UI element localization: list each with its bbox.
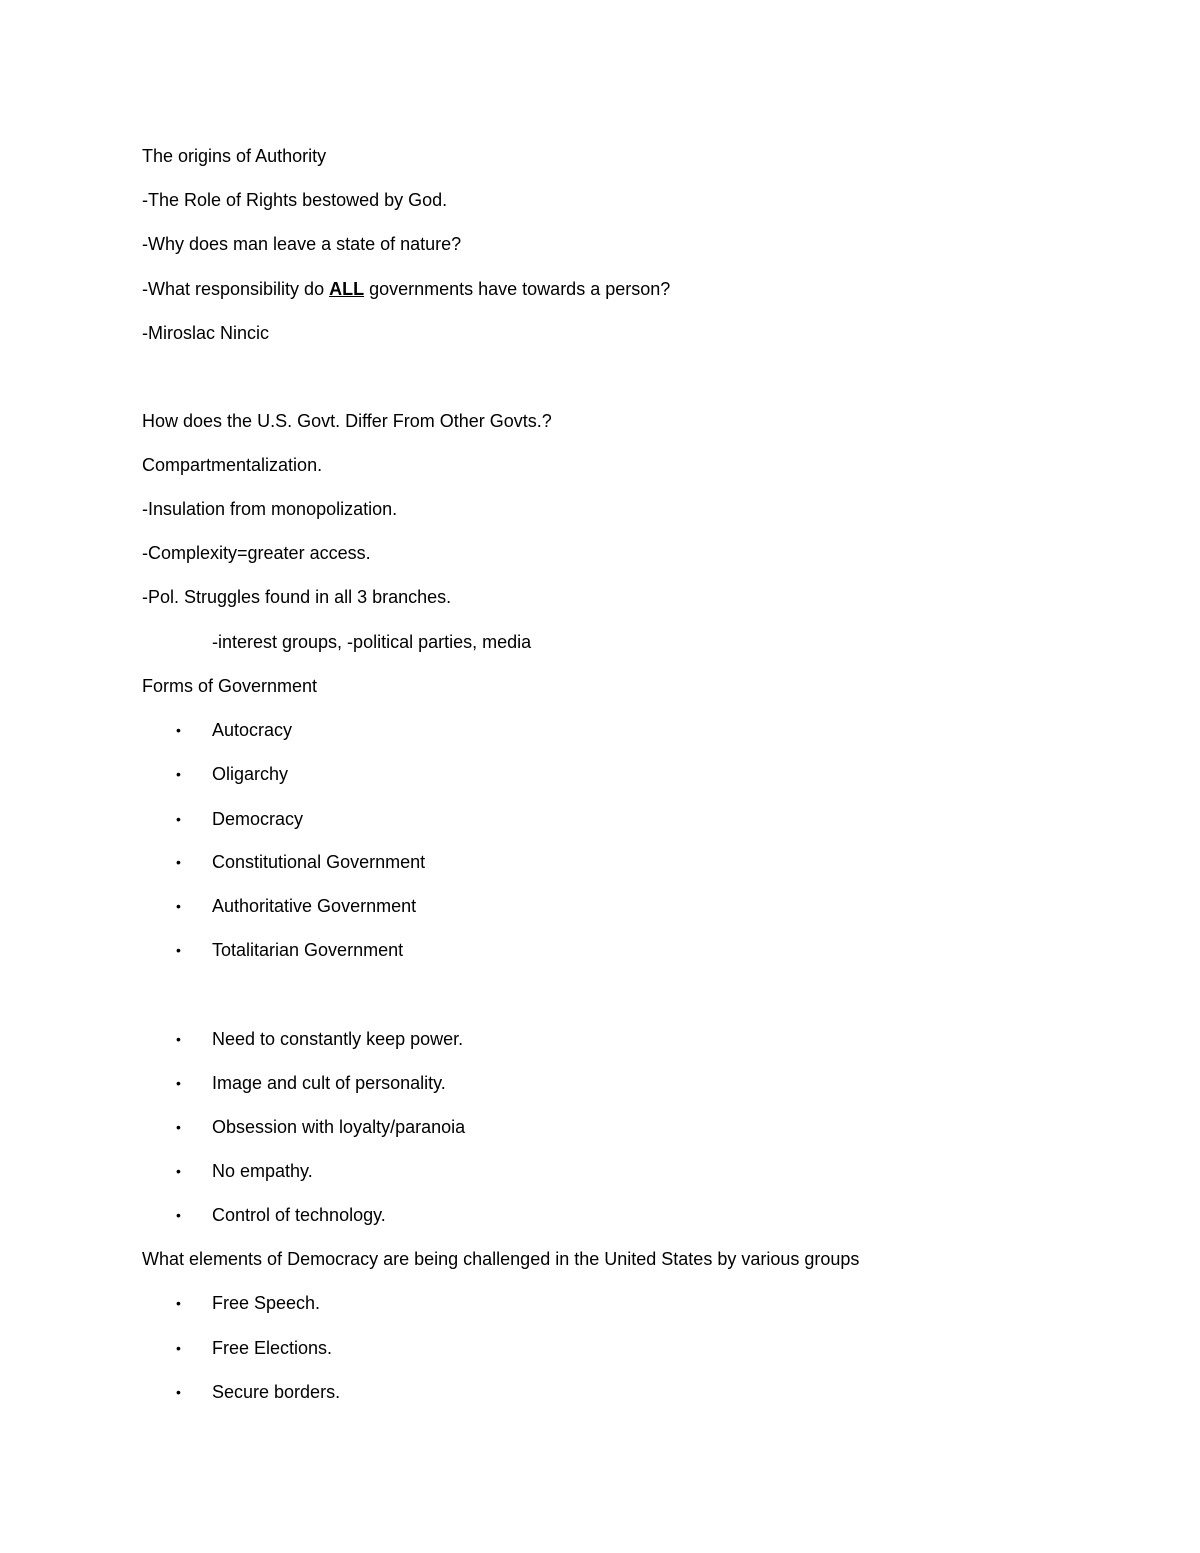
list-item: Control of technology. xyxy=(212,1205,386,1225)
heading-us-govt-differ: How does the U.S. Govt. Differ From Other Govts.? xyxy=(142,411,552,431)
bullet-icon: • xyxy=(176,1163,181,1179)
text-line: -Miroslac Nincic xyxy=(142,323,270,343)
list-item: Authoritative Government xyxy=(212,896,417,916)
bullet-icon: • xyxy=(176,1295,181,1311)
bullet-icon: • xyxy=(176,1119,181,1135)
text-line: -Insulation from monopolization. xyxy=(142,499,398,519)
bullet-icon: • xyxy=(176,942,181,958)
heading-elements-of-democracy: What elements of Democracy are being challenged in the United States by various groups xyxy=(142,1249,860,1269)
list-item: Autocracy xyxy=(212,720,293,740)
bullet-icon: • xyxy=(176,811,181,827)
list-item: Obsession with loyalty/paranoia xyxy=(212,1117,466,1137)
list-item: Free Elections. xyxy=(212,1338,333,1358)
text-fragment: governments have towards a person? xyxy=(364,279,671,299)
list-item: Need to constantly keep power. xyxy=(212,1029,464,1049)
list-item: Democracy xyxy=(212,809,304,829)
indented-text-line: -interest groups, -political parties, media xyxy=(212,632,532,652)
list-item: Image and cult of personality. xyxy=(212,1073,446,1093)
text-line-responsibility xyxy=(142,278,670,300)
list-item: Secure borders. xyxy=(212,1382,341,1402)
bullet-icon: • xyxy=(176,1031,181,1047)
text-line: Compartmentalization. xyxy=(142,455,323,475)
text-line: -Pol. Struggles found in all 3 branches. xyxy=(142,587,452,607)
list-item: Oligarchy xyxy=(212,764,289,784)
bullet-icon: • xyxy=(176,1384,181,1400)
bullet-icon: • xyxy=(176,854,181,870)
list-item: Free Speech. xyxy=(212,1293,321,1313)
bullet-icon: • xyxy=(176,722,181,738)
bullet-icon: • xyxy=(176,766,181,782)
emphasized-text: ALL xyxy=(329,279,365,299)
list-item: No empathy. xyxy=(212,1161,313,1181)
text-line: -The Role of Rights bestowed by God. xyxy=(142,190,448,210)
heading-forms-of-government: Forms of Government xyxy=(142,676,318,696)
text-line: -Why does man leave a state of nature? xyxy=(142,234,462,254)
bullet-icon: • xyxy=(176,1340,181,1356)
text-fragment: -What responsibility do xyxy=(142,279,330,299)
list-item: Constitutional Government xyxy=(212,852,426,872)
list-item: Totalitarian Government xyxy=(212,940,404,960)
text-line: -Complexity=greater access. xyxy=(142,543,371,563)
bullet-icon: • xyxy=(176,1207,181,1223)
bullet-icon: • xyxy=(176,1075,181,1091)
bullet-icon: • xyxy=(176,898,181,914)
heading-origins-of-authority: The origins of Authority xyxy=(142,146,327,166)
